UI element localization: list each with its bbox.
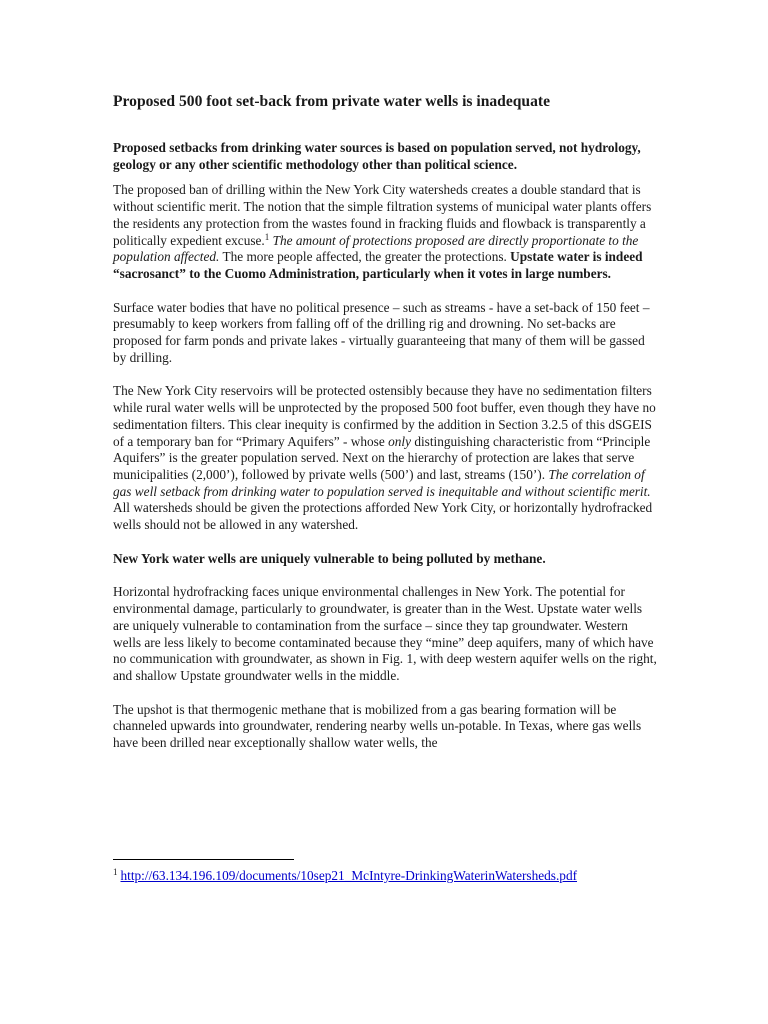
para1-bold: Upstate water is indeed “sacrosanct” to the Cuomo Administration, particularly when it votes in large numbers.: [113, 249, 643, 281]
para1-text2: The more people affected, the greater the protections.: [219, 249, 511, 265]
footnote-marker[interactable]: 1: [264, 231, 270, 242]
document-page: [113, 92, 658, 769]
para3-text3: All watersheds should be given the protections afforded New York City, or horizontally hydrofracked wells should not be allowed in any watershed.: [113, 500, 653, 533]
footnote-link[interactable]: http://63.134.196.109/documents/10sep21_McIntyre-DrinkingWaterinWatersheds.pdf: [120, 868, 578, 883]
paragraph-hydrofracking: Horizontal hydrofracking faces unique environmental challenges in New York. The potential for environmental damage, particularly to groundwater, is greater than in the West. Upstate water wells are uniquely vulnerable to contamination from the surface – since they tap groundwater. Western wells are less likely to become contaminated because they “mine” deep aquifers, many of which have no communication with groundwater, as shown in Fig. 1, with deep western aquifer wells on the right, and shallow Upstate groundwater wells in the middle.: [113, 584, 657, 683]
subheading-setbacks: Proposed setbacks from drinking water sources is based on population served, not hydrology, geology or any other scientific methodology other than political science.: [113, 140, 641, 172]
paragraph-double-standard: [113, 182, 658, 282]
paragraph-surface-water: Surface water bodies that have no political presence – such as streams - have a set-back of 150 feet – presumably to keep workers from falling off of the drilling rig and drowning. No set-backs are proposed for farm ponds and private lakes - virtually guaranteeing that many of them will be gassed by drilling.: [113, 299, 650, 365]
footnote: [113, 868, 577, 884]
para3-text2: distinguishing characteristic from “Principle Aquifers” is the greater population served. Next on the hierarchy of protection are lakes that serve municipalities (2,000’), followed by private wells (500’) and last, streams (150’).: [113, 433, 651, 482]
para3-text1: The New York City reservoirs will be protected ostensibly because they have no sedimentation filters while rural water wells will be unprotected by the proposed 500 foot buffer, even though they have no sedimentation filters. This clear inequity is confirmed by the addition in Section 3.2.5 of this dSGEIS of a temporary ban for “Primary Aquifers” - whose: [113, 383, 656, 449]
subheading-methane: New York water wells are uniquely vulnerable to being polluted by methane.: [113, 550, 546, 566]
para3-italic1: only: [388, 433, 411, 449]
paragraph-upshot: The upshot is that thermogenic methane that is mobilized from a gas bearing formation will be channeled upwards into groundwater, rendering nearby wells un-potable. In Texas, where gas wells have been drilled near exceptionally shallow water wells, the: [113, 701, 642, 751]
para1-italic: The amount of protections proposed are directly proportionate to the population affected.: [113, 232, 639, 265]
footnote-separator: [113, 859, 294, 860]
document-title: Proposed 500 foot set-back from private water wells is inadequate: [113, 93, 551, 110]
paragraph-reservoirs: [113, 383, 658, 533]
footnote-number: 1: [113, 867, 118, 877]
para3-italic2: The correlation of gas well setback from drinking water to population served is inequitable and without scientific merit.: [113, 466, 651, 499]
para1-text1: The proposed ban of drilling within the New York City watersheds creates a double standard that is without scientific merit. The notion that the simple filtration systems of municipal water plants offers the residents any protection from the wastes found in fracking fluids and flowback is transparently a politically expedient excuse.: [113, 182, 652, 248]
